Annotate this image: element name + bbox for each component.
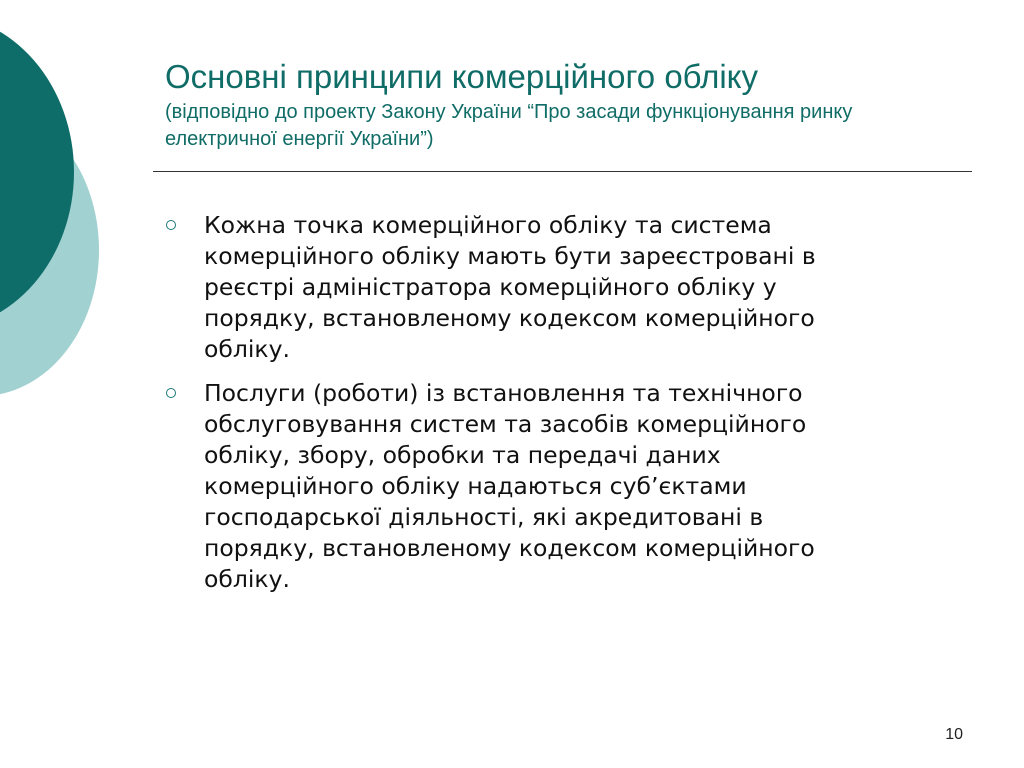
subtitle-line: електричної енергії України”) <box>165 128 434 150</box>
bullet-line: комерційного обліку надаються суб’єктами <box>204 472 747 500</box>
bullet-line: реєстрі адміністратора комерційного обліку у <box>204 273 777 301</box>
bullet-line: Послуги (роботи) із встановлення та технічного <box>204 379 803 407</box>
bullet-list <box>160 210 960 608</box>
hollow-circle-icon <box>166 220 176 230</box>
bullet-item <box>160 210 960 365</box>
slide-title: Основні принципи комерційного обліку <box>165 58 758 95</box>
slide-subtitle <box>165 97 985 153</box>
bullet-line: Кожна точка комерційного обліку та система <box>204 211 772 239</box>
bullet-line: обліку. <box>204 335 290 363</box>
bullet-line: обліку, збору, обробки та передачі даних <box>204 441 721 469</box>
hollow-circle-icon <box>166 388 176 398</box>
bullet-line: обліку. <box>204 565 290 593</box>
title-divider <box>153 171 972 172</box>
subtitle-line: (відповідно до проекту Закону України “Про засади функціонування ринку <box>165 101 853 123</box>
page-number: 10 <box>945 726 963 743</box>
bullet-line: господарської діяльності, які акредитовані в <box>204 503 764 531</box>
bullet-item <box>160 378 960 595</box>
title-block <box>165 57 985 153</box>
bullet-line: комерційного обліку мають бути зареєстровані в <box>204 242 816 270</box>
bullet-line: обслуговування систем та засобів комерційного <box>204 410 807 438</box>
bullet-line: порядку, встановленому кодексом комерційного <box>204 304 815 332</box>
bullet-line: порядку, встановленому кодексом комерційного <box>204 534 815 562</box>
